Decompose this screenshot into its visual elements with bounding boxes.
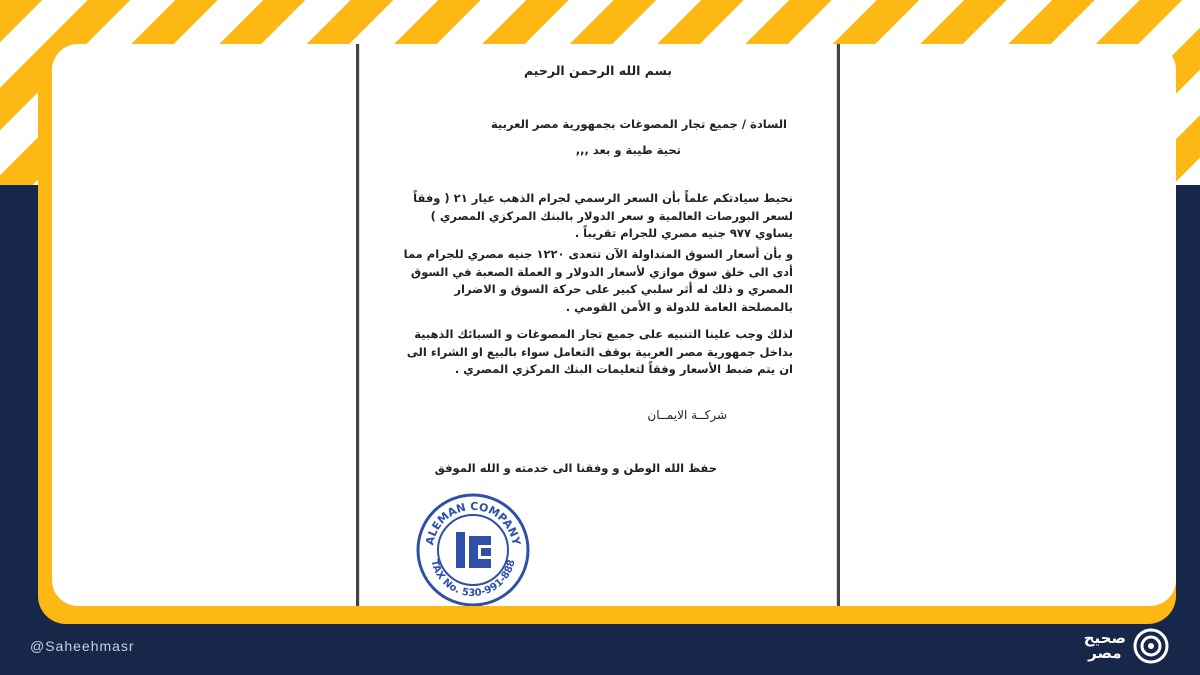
stamp-top-text: ALEMAN COMPANY — [423, 499, 523, 547]
brand-logo — [1084, 625, 1170, 667]
addressee: السادة / جميع تجار المصوغات بجمهورية مصر العربية — [490, 117, 787, 131]
brand-wordmark — [1084, 631, 1126, 661]
content-card — [52, 44, 1176, 606]
social-handle: @Saheehmasr — [30, 638, 135, 654]
closing-line: حفظ الله الوطن و وفقنا الى خدمته و الله الموفق — [434, 461, 717, 475]
signer: شركــة الايمــان — [647, 408, 727, 422]
paragraph-3: لذلك وجب علينا التنبيه على جميع تجار المصوغات و السبائك الذهبية بداخل جمهورية مصر العربية بوقف التعامل سواء بالبيع او الشراء الى ان يتم ضبط الأسعار وفقاً لتعليمات البنك المركزي المصري . — [406, 327, 793, 376]
stamp-bottom-text: TAX No. 530-991-888 — [428, 558, 518, 600]
scanned-letter — [356, 44, 840, 606]
brand-line-2: مصر — [1088, 644, 1122, 662]
brand-line-1: صحيح — [1083, 629, 1126, 647]
paragraph-1: نحيط سيادتكم علماً بأن السعر الرسمي لجرام الذهب عيار ٢١ ( وفقاً لسعر البورصات العالمية و سعر الدولار بالبنك المركزي المصري ) يساوي ٩٧٧ جنيه مصري للجرام تقريباً . — [413, 191, 793, 240]
greeting: تحية طيبة و بعد ,,, — [575, 143, 681, 157]
basmala: بسم الله الرحمن الرحيم — [524, 63, 672, 78]
company-stamp — [415, 492, 531, 606]
paragraph-2: و بأن أسعار السوق المتداولة الآن تتعدى ١٢٢٠ جنيه مصري للجرام مما أدى الى خلق سوق موازي لأسعار الدولار و العملة الصعبة في السوق المصري و ذلك له أثر سلبي كبير على حركة السوق و الاضرار بالمصلحة العامة للدولة و الأمن القومي . — [403, 247, 793, 314]
stamp-logo-icon — [456, 532, 491, 568]
target-icon — [1132, 627, 1170, 665]
